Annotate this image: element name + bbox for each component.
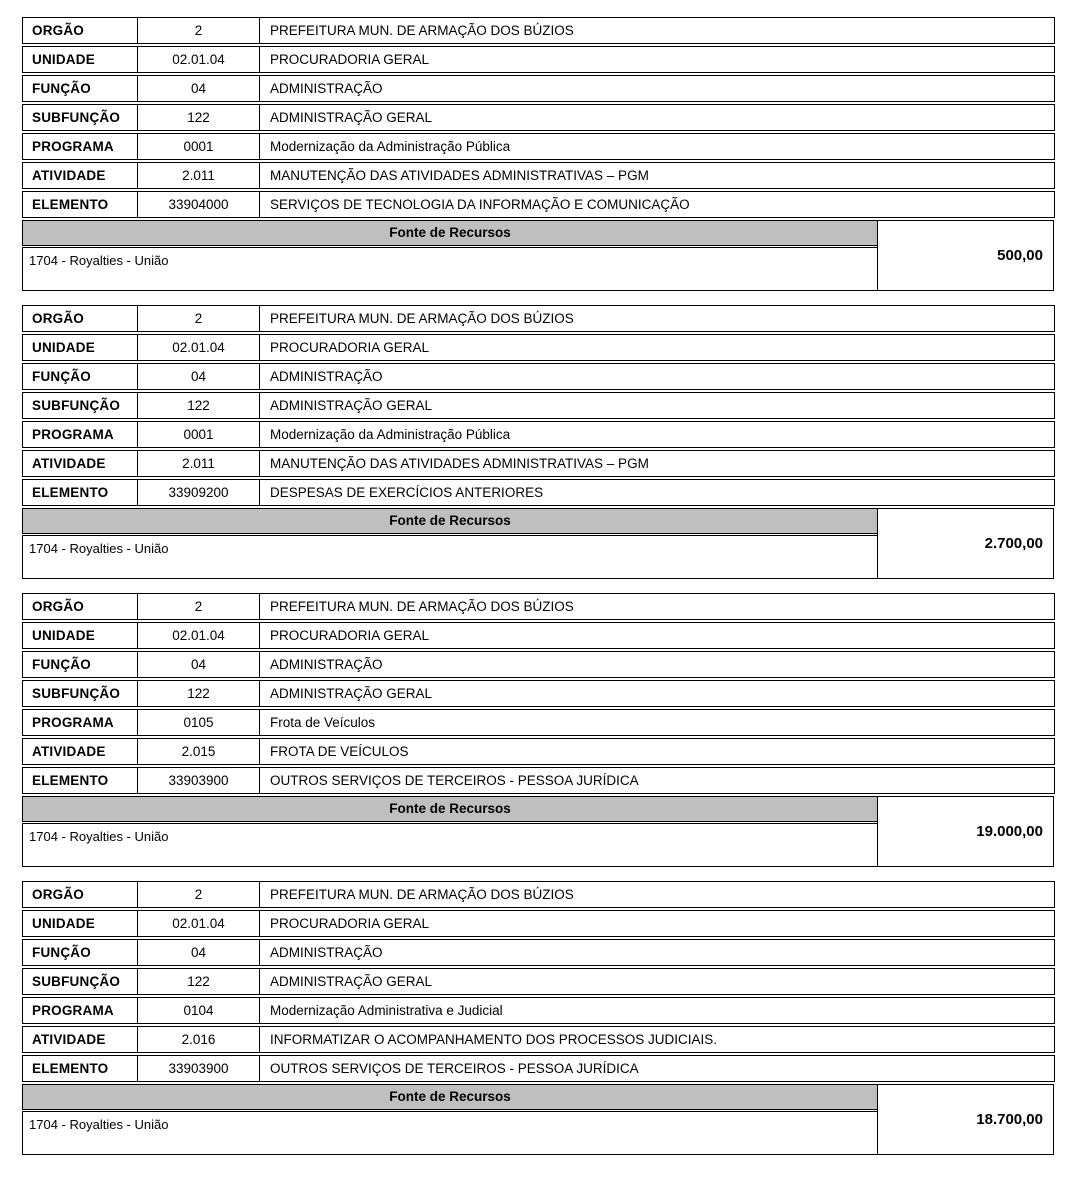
row-desc: PROCURADORIA GERAL	[259, 622, 1055, 649]
table-row	[22, 334, 1055, 361]
fonte-left	[22, 508, 878, 579]
row-code: 0001	[137, 421, 260, 448]
fonte-value-cell	[877, 796, 1054, 867]
table-row	[22, 17, 1055, 44]
row-desc: ADMINISTRAÇÃO	[259, 939, 1055, 966]
row-label: UNIDADE	[22, 910, 138, 937]
row-label: ORGÃO	[22, 305, 138, 332]
row-code: 2	[137, 881, 260, 908]
table-row	[22, 593, 1055, 620]
row-code: 04	[137, 651, 260, 678]
row-desc: ADMINISTRAÇÃO	[259, 651, 1055, 678]
budget-block	[22, 593, 1055, 867]
row-code: 122	[137, 392, 260, 419]
row-code: 2.015	[137, 738, 260, 765]
row-desc: PROCURADORIA GERAL	[259, 910, 1055, 937]
row-label: ELEMENTO	[22, 191, 138, 218]
row-code: 33903900	[137, 1055, 260, 1082]
row-label: SUBFUNÇÃO	[22, 680, 138, 707]
row-label: ORGÃO	[22, 17, 138, 44]
row-desc: PREFEITURA MUN. DE ARMAÇÃO DOS BÚZIOS	[259, 17, 1055, 44]
row-desc: Modernização da Administração Pública	[259, 421, 1055, 448]
row-label: ATIVIDADE	[22, 1026, 138, 1053]
fonte-value-cell	[877, 220, 1054, 291]
fonte-header-label: Fonte de Recursos	[389, 225, 511, 240]
row-desc: ADMINISTRAÇÃO GERAL	[259, 392, 1055, 419]
row-desc: Modernização Administrativa e Judicial	[259, 997, 1055, 1024]
fonte-source-cell	[22, 823, 878, 867]
row-code: 04	[137, 363, 260, 390]
row-code: 2.016	[137, 1026, 260, 1053]
row-code: 02.01.04	[137, 46, 260, 73]
fonte-header-label: Fonte de Recursos	[389, 1089, 511, 1104]
table-row	[22, 75, 1055, 102]
row-desc: INFORMATIZAR O ACOMPANHAMENTO DOS PROCESSOS JUDICIAIS.	[259, 1026, 1055, 1053]
row-label: PROGRAMA	[22, 133, 138, 160]
fonte-source-cell	[22, 1111, 878, 1155]
table-row	[22, 104, 1055, 131]
row-label: FUNÇÃO	[22, 363, 138, 390]
table-row	[22, 191, 1055, 218]
row-label: SUBFUNÇÃO	[22, 968, 138, 995]
fonte-left	[22, 796, 878, 867]
row-label: FUNÇÃO	[22, 651, 138, 678]
row-label: ORGÃO	[22, 593, 138, 620]
row-label: ATIVIDADE	[22, 162, 138, 189]
table-row	[22, 651, 1055, 678]
fonte-header	[22, 508, 878, 534]
row-code: 0104	[137, 997, 260, 1024]
row-label: ATIVIDADE	[22, 450, 138, 477]
row-desc: SERVIÇOS DE TECNOLOGIA DA INFORMAÇÃO E COMUNICAÇÃO	[259, 191, 1055, 218]
fonte-value: 18.700,00	[976, 1111, 1043, 1128]
row-code: 122	[137, 968, 260, 995]
row-desc: PREFEITURA MUN. DE ARMAÇÃO DOS BÚZIOS	[259, 305, 1055, 332]
fonte-header-label: Fonte de Recursos	[389, 513, 511, 528]
row-code: 122	[137, 680, 260, 707]
table-row	[22, 968, 1055, 995]
row-code: 0001	[137, 133, 260, 160]
row-code: 02.01.04	[137, 622, 260, 649]
row-desc: FROTA DE VEÍCULOS	[259, 738, 1055, 765]
row-code: 33904000	[137, 191, 260, 218]
row-desc: PREFEITURA MUN. DE ARMAÇÃO DOS BÚZIOS	[259, 881, 1055, 908]
row-label: UNIDADE	[22, 622, 138, 649]
row-code: 02.01.04	[137, 334, 260, 361]
table-row	[22, 305, 1055, 332]
budget-block	[22, 881, 1055, 1155]
row-code: 0105	[137, 709, 260, 736]
table-row	[22, 709, 1055, 736]
budget-blocks	[22, 17, 1055, 1169]
row-code: 2	[137, 17, 260, 44]
table-row	[22, 738, 1055, 765]
fonte-value: 2.700,00	[984, 535, 1043, 552]
row-desc: PROCURADORIA GERAL	[259, 334, 1055, 361]
table-row	[22, 767, 1055, 794]
fonte-header	[22, 1084, 878, 1110]
block-rows	[22, 17, 1055, 218]
fonte-value-cell	[877, 1084, 1054, 1155]
block-rows	[22, 881, 1055, 1082]
block-rows	[22, 593, 1055, 794]
row-desc: ADMINISTRAÇÃO GERAL	[259, 104, 1055, 131]
row-code: 04	[137, 939, 260, 966]
row-code: 33909200	[137, 479, 260, 506]
row-code: 02.01.04	[137, 910, 260, 937]
row-label: ELEMENTO	[22, 767, 138, 794]
row-label: SUBFUNÇÃO	[22, 392, 138, 419]
fonte-value-cell	[877, 508, 1054, 579]
row-label: PROGRAMA	[22, 709, 138, 736]
table-row	[22, 939, 1055, 966]
fonte-section	[22, 796, 1055, 867]
row-label: SUBFUNÇÃO	[22, 104, 138, 131]
fonte-value: 500,00	[997, 247, 1043, 264]
row-label: FUNÇÃO	[22, 75, 138, 102]
row-label: UNIDADE	[22, 334, 138, 361]
row-label: ATIVIDADE	[22, 738, 138, 765]
row-desc: ADMINISTRAÇÃO	[259, 363, 1055, 390]
row-desc: Frota de Veículos	[259, 709, 1055, 736]
table-row	[22, 910, 1055, 937]
budget-block	[22, 305, 1055, 579]
row-code: 04	[137, 75, 260, 102]
row-code: 33903900	[137, 767, 260, 794]
row-desc: OUTROS SERVIÇOS DE TERCEIROS - PESSOA JURÍDICA	[259, 1055, 1055, 1082]
block-rows	[22, 305, 1055, 506]
fonte-source-cell	[22, 247, 878, 291]
table-row	[22, 622, 1055, 649]
row-desc: PREFEITURA MUN. DE ARMAÇÃO DOS BÚZIOS	[259, 593, 1055, 620]
fonte-section	[22, 220, 1055, 291]
row-label: ELEMENTO	[22, 1055, 138, 1082]
budget-block	[22, 17, 1055, 291]
row-desc: Modernização da Administração Pública	[259, 133, 1055, 160]
fonte-header	[22, 796, 878, 822]
table-row	[22, 363, 1055, 390]
fonte-value: 19.000,00	[976, 823, 1043, 840]
row-code: 2	[137, 593, 260, 620]
row-desc: MANUTENÇÃO DAS ATIVIDADES ADMINISTRATIVAS – PGM	[259, 450, 1055, 477]
row-label: FUNÇÃO	[22, 939, 138, 966]
row-label: ELEMENTO	[22, 479, 138, 506]
fonte-source-text: 1704 - Royalties - União	[29, 253, 169, 268]
row-label: PROGRAMA	[22, 997, 138, 1024]
fonte-source-text: 1704 - Royalties - União	[29, 829, 169, 844]
fonte-section	[22, 508, 1055, 579]
table-row	[22, 46, 1055, 73]
row-desc: ADMINISTRAÇÃO	[259, 75, 1055, 102]
row-label: UNIDADE	[22, 46, 138, 73]
table-row	[22, 1026, 1055, 1053]
fonte-source-text: 1704 - Royalties - União	[29, 541, 169, 556]
table-row	[22, 479, 1055, 506]
table-row	[22, 162, 1055, 189]
table-row	[22, 881, 1055, 908]
row-label: PROGRAMA	[22, 421, 138, 448]
fonte-header	[22, 220, 878, 246]
row-code: 2.011	[137, 450, 260, 477]
row-desc: OUTROS SERVIÇOS DE TERCEIROS - PESSOA JURÍDICA	[259, 767, 1055, 794]
fonte-source-text: 1704 - Royalties - União	[29, 1117, 169, 1132]
fonte-left	[22, 220, 878, 291]
table-row	[22, 392, 1055, 419]
row-desc: MANUTENÇÃO DAS ATIVIDADES ADMINISTRATIVAS – PGM	[259, 162, 1055, 189]
fonte-source-cell	[22, 535, 878, 579]
row-code: 2.011	[137, 162, 260, 189]
row-desc: ADMINISTRAÇÃO GERAL	[259, 968, 1055, 995]
table-row	[22, 421, 1055, 448]
row-desc: PROCURADORIA GERAL	[259, 46, 1055, 73]
table-row	[22, 450, 1055, 477]
fonte-header-label: Fonte de Recursos	[389, 801, 511, 816]
table-row	[22, 997, 1055, 1024]
fonte-section	[22, 1084, 1055, 1155]
row-desc: ADMINISTRAÇÃO GERAL	[259, 680, 1055, 707]
table-row	[22, 1055, 1055, 1082]
row-desc: DESPESAS DE EXERCÍCIOS ANTERIORES	[259, 479, 1055, 506]
table-row	[22, 133, 1055, 160]
fonte-left	[22, 1084, 878, 1155]
row-label: ORGÃO	[22, 881, 138, 908]
table-row	[22, 680, 1055, 707]
row-code: 2	[137, 305, 260, 332]
row-code: 122	[137, 104, 260, 131]
